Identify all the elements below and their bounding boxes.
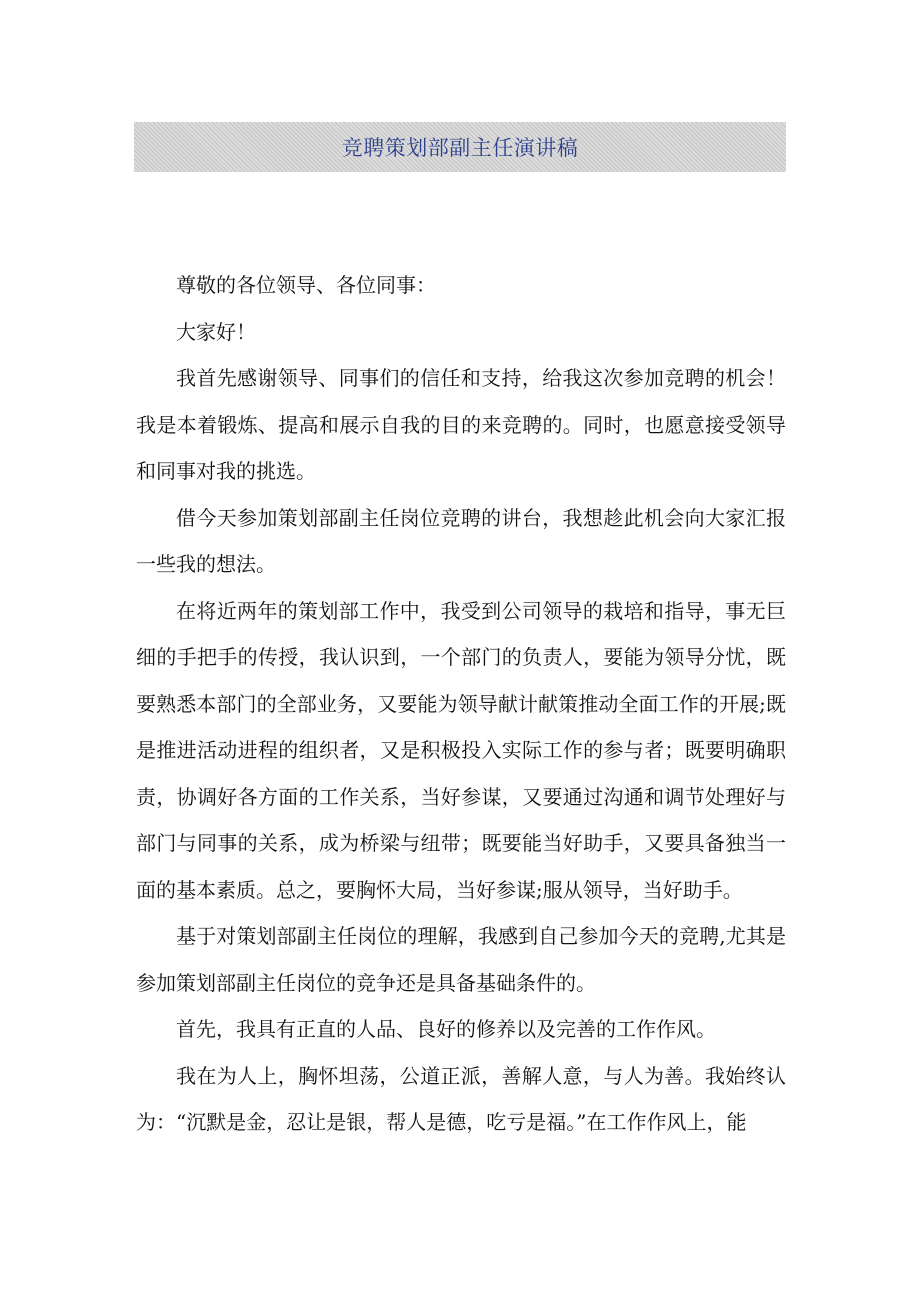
paragraph: 我首先感谢领导、同事们的信任和支持，给我这次参加竞聘的机会！我是本着锻炼、提高和展示自我的目的来竞聘的。同时，也愿意接受领导和同事对我的挑选。 [136,366,786,483]
paragraph: 基于对策划部副主任岗位的理解，我感到自己参加今天的竞聘,尤其是参加策划部副主任岗位的竞争还是具备基础条件的。 [136,924,786,995]
paragraph: 在将近两年的策划部工作中，我受到公司领导的栽培和指导，事无巨细的手把手的传授，我认识到，一个部门的负责人，要能为领导分忧，既要熟悉本部门的全部业务，又要能为领导献计献策推动全面工作的开展;既是推进活动进程的组织者，又是积极投入实际工作的参与者；既要明确职责，协调好各方面的工作关系，当好参谋，又要通过沟通和调节处理好与部门与同事的关系，成为桥梁与纽带；既要能当好助手，又要具备独当一面的基本素质。总之，要胸怀大局，当好参谋;服从领导，当好助手。 [136,598,786,902]
document-body [136,262,786,1146]
paragraph-greeting: 大家好！ [176,319,256,344]
paragraph: 首先，我具有正直的人品、良好的修养以及完善的工作作风。 [176,1017,716,1041]
paragraph-salutation: 尊敬的各位领导、各位同事： [176,273,436,297]
document-title: 竞聘策划部副主任演讲稿 [341,136,579,160]
paragraph: 我在为人上，胸怀坦荡，公道正派，善解人意，与人为善。我始终认为：“沉默是金，忍让是银，帮人是德，吃亏是福。”在工作作风上，能 [136,1063,786,1134]
paragraph: 借今天参加策划部副主任岗位竞聘的讲台，我想趁此机会向大家汇报一些我的想法。 [136,505,786,576]
title-banner [134,122,786,172]
